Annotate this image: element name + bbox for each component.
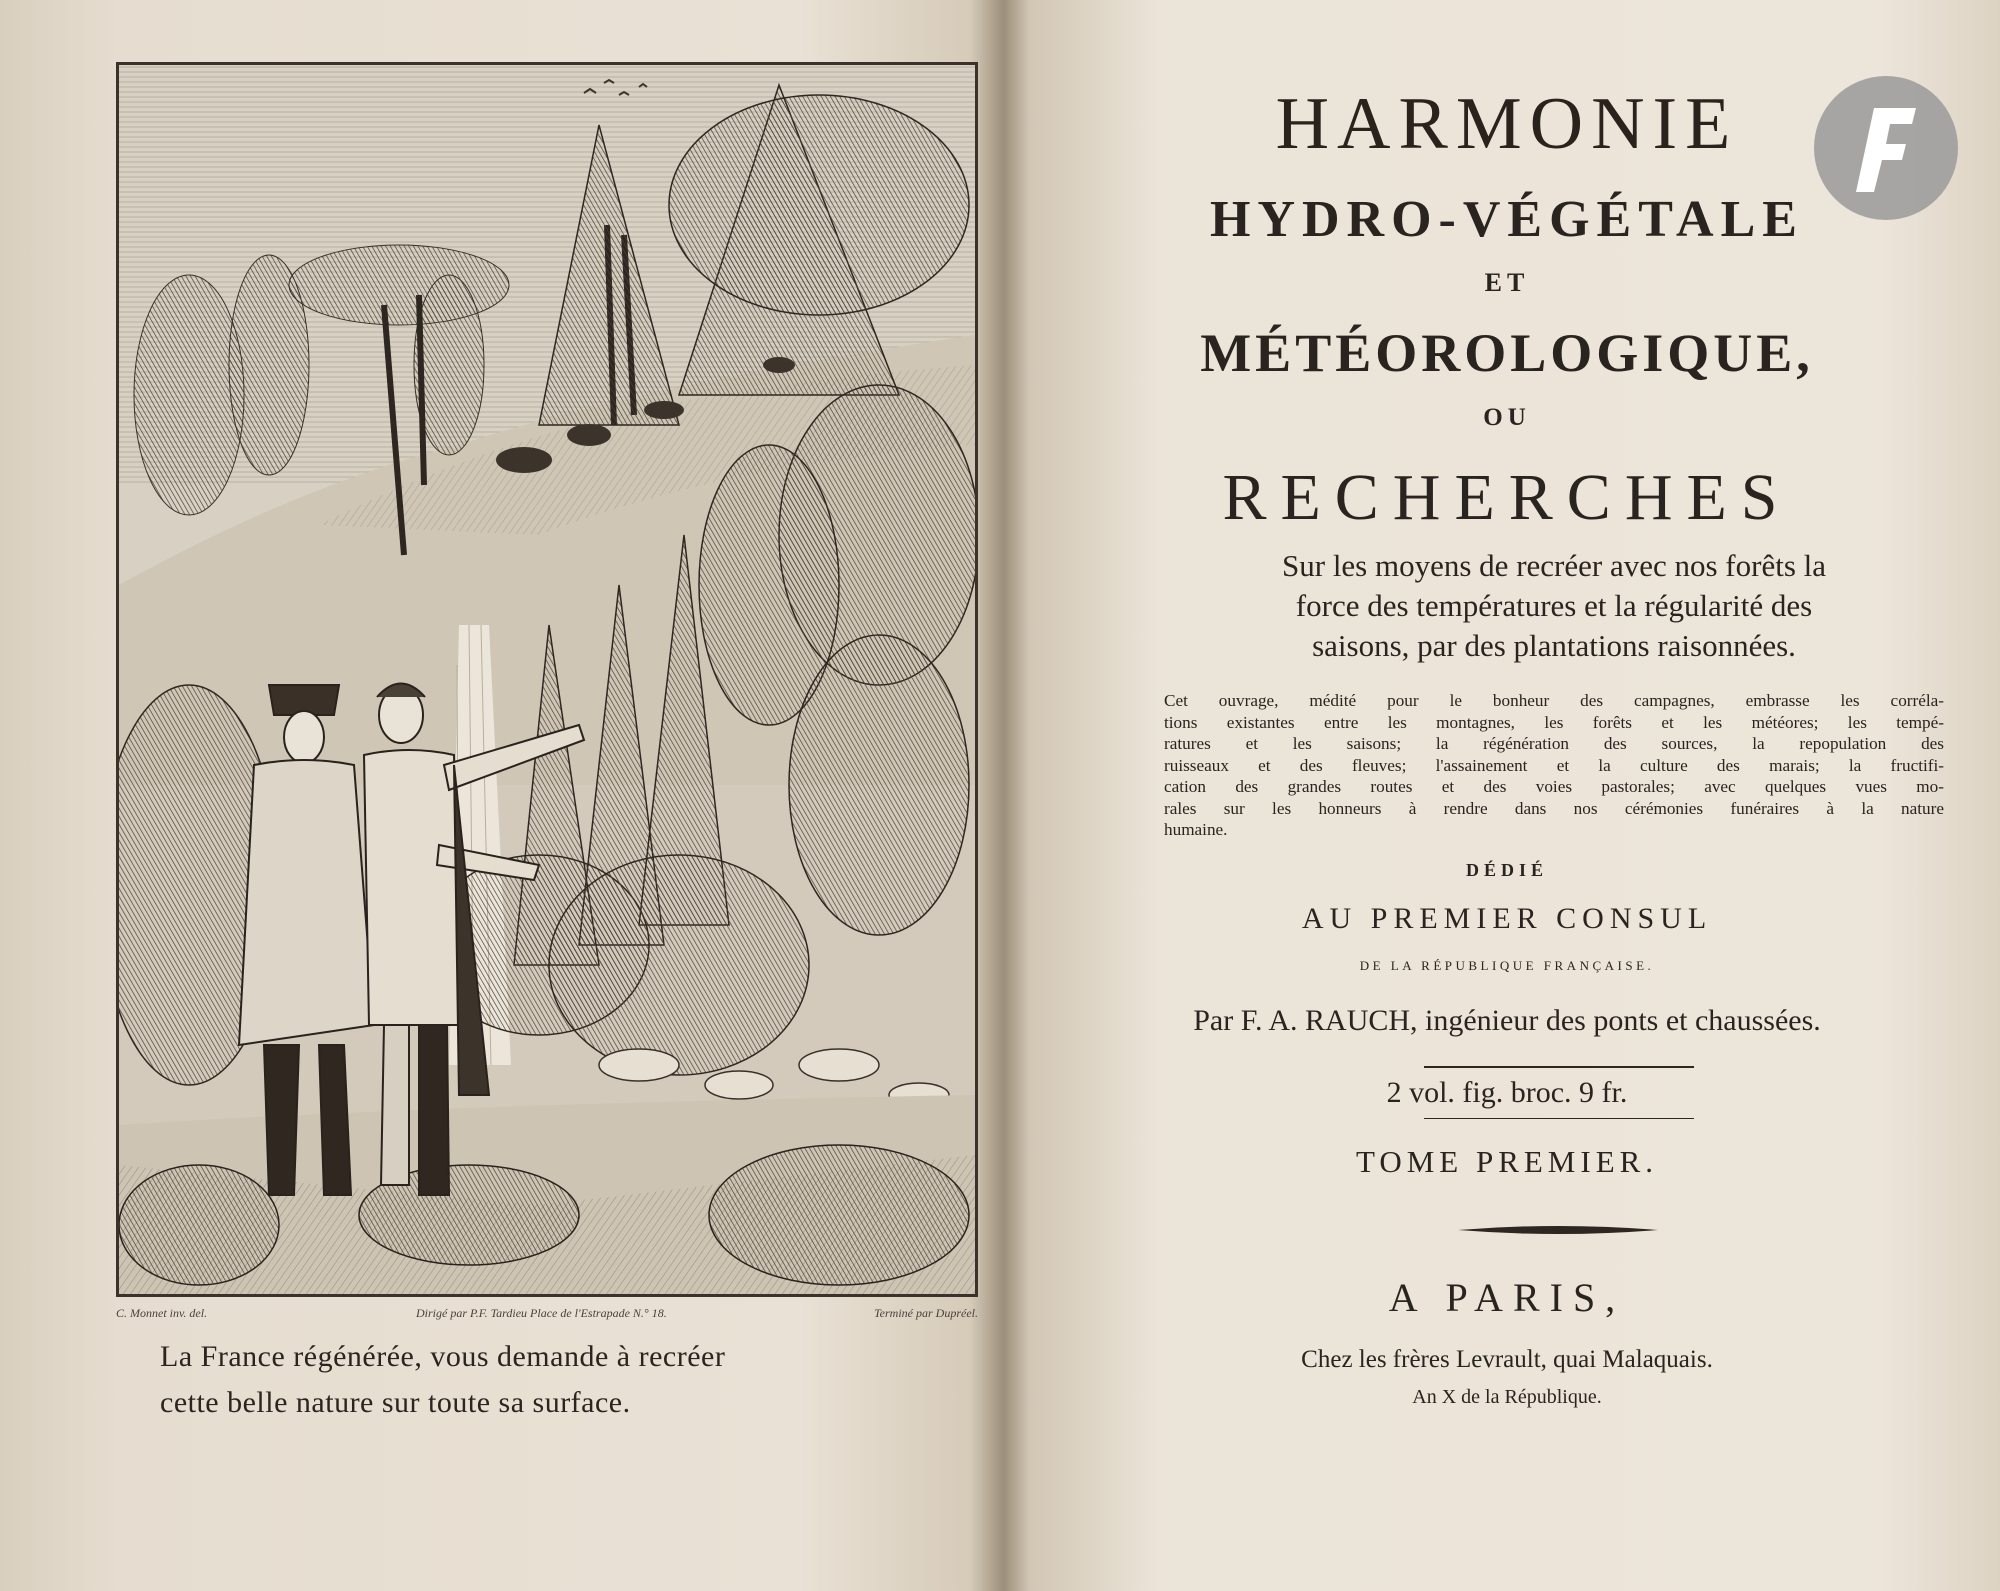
- subtitle-line: Sur les moyens de recréer avec nos forêts la: [1282, 548, 1826, 583]
- credit-director: Dirigé par P.F. Tardieu Place de l'Estrapade N.° 18.: [416, 1306, 667, 1320]
- divider-rule: [1424, 1118, 1694, 1119]
- credit-designer: C. Monnet inv. del.: [116, 1306, 208, 1320]
- subtitle-line: saisons, par des plantations raisonnées.: [1312, 628, 1796, 663]
- engraving-illustration: [119, 65, 975, 1294]
- title-hydro-vegetale: HYDRO-VÉGÉTALE: [1210, 191, 1804, 248]
- dedicatee-sub: DE LA RÉPUBLIQUE FRANÇAISE.: [1359, 958, 1655, 973]
- title-recherches: RECHERCHES: [1222, 461, 1792, 534]
- volume-line: TOME PREMIER.: [1355, 1144, 1659, 1179]
- description-line: humaine.: [1164, 820, 1228, 839]
- imprint-date: An X de la République.: [1412, 1386, 1602, 1408]
- description-line: cation des grandes routes et des voies pastorales; avec quelques vues mo-: [1164, 777, 1944, 796]
- description-line: rales sur les honneurs à rendre dans nos cérémonies funéraires à la nature: [1164, 798, 1944, 818]
- title-harmonie: HARMONIE: [1275, 83, 1739, 165]
- description-line: ratures et les saisons; la régénération des sources, la repopulation des: [1164, 734, 1944, 753]
- title-ou: OU: [1483, 404, 1531, 431]
- description-line: tions existantes entre les montagnes, les forêts et les météores; les tempé-: [1164, 712, 1944, 732]
- title-et: ET: [1484, 268, 1530, 297]
- description-paragraph: [1164, 690, 1944, 841]
- price-line: 2 vol. fig. broc. 9 fr.: [1386, 1076, 1628, 1109]
- description-line: ruisseaux et des fleuves; l'assainement et la culture des marais; la fructifi-: [1164, 755, 1944, 775]
- dedication: DÉDIÉ: [1465, 860, 1548, 880]
- plate-credits: [116, 1306, 978, 1326]
- caption-line: cette belle nature sur toute sa surface.: [160, 1386, 631, 1419]
- imprint-place: A PARIS,: [1388, 1275, 1626, 1320]
- frontispiece-caption: [160, 1334, 960, 1426]
- caption-line: La France régénérée, vous demande à recréer: [160, 1340, 726, 1373]
- subtitle: [1164, 546, 1944, 666]
- frontispiece-engraving: [116, 62, 978, 1297]
- title-page: [1014, 0, 2000, 1591]
- subtitle-line: force des températures et la régularité des: [1295, 588, 1813, 623]
- dedicatee: AU PREMIER CONSUL: [1301, 902, 1713, 935]
- title-meteorologique: MÉTÉOROLOGIQUE,: [1200, 323, 1814, 383]
- imprint-publisher: Chez les frères Levrault, quai Malaquais.: [1301, 1346, 1713, 1373]
- author-line: Par F. A. RAUCH, ingénieur des ponts et chaussées.: [1193, 1004, 1821, 1037]
- credit-engraver: Terminé par Dupréel.: [874, 1306, 978, 1320]
- seal-logo-icon: [1812, 74, 1960, 222]
- divider-rule: [1424, 1066, 1694, 1068]
- ornament-rule: [1458, 1224, 1658, 1236]
- description-line: Cet ouvrage, médité pour le bonheur des campagnes, embrasse les corréla-: [1164, 691, 1944, 710]
